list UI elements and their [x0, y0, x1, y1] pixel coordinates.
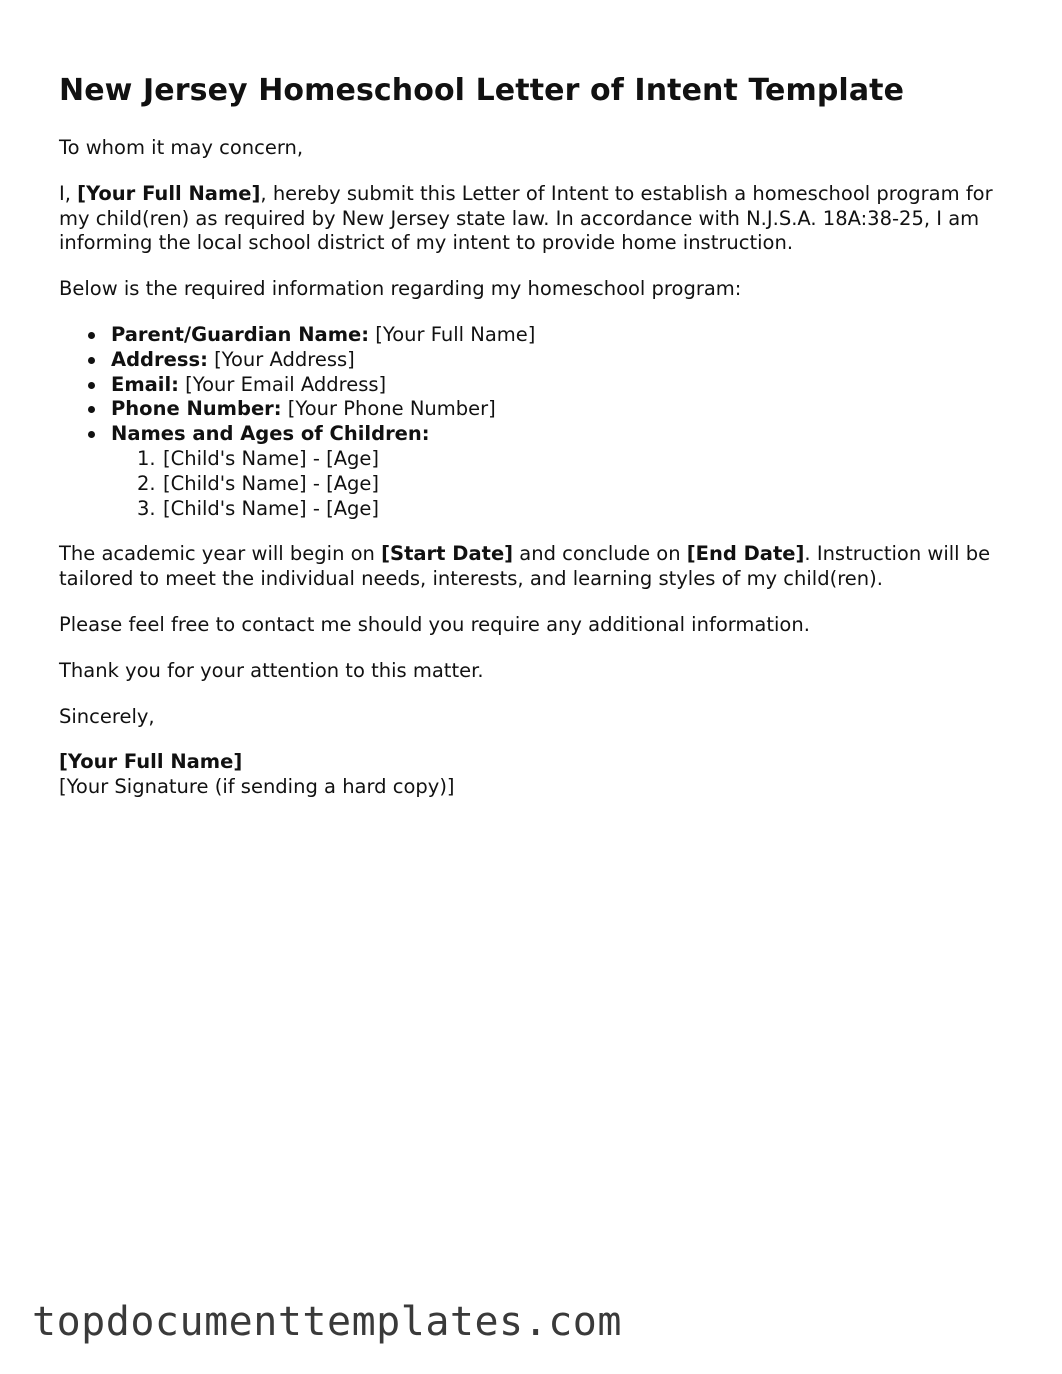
- signature-block: [59, 750, 1009, 800]
- info-value-phone: [Your Phone Number]: [281, 397, 496, 421]
- child-number: 2.: [137, 471, 156, 495]
- list-item: [111, 422, 1009, 521]
- children-list: [111, 447, 1009, 521]
- info-label-email: Email:: [111, 372, 179, 396]
- intro-text: , hereby submit this Letter of Intent to establish a homeschool program for my child(ren) as required by New Jersey state law. In accordance with N.J.S.A. 18A:38-25, I am informing the local school district of my intent to provide home instruction.: [59, 181, 993, 255]
- child-item: [137, 471, 1009, 497]
- info-value-email: [Your Email Address]: [178, 372, 387, 396]
- list-item: [111, 397, 1009, 422]
- intro-name-placeholder: [Your Full Name]: [77, 181, 261, 205]
- contact-paragraph: Please feel free to contact me should you require any additional information.: [59, 612, 810, 636]
- watermark: topdocumenttemplates.com: [32, 1299, 622, 1345]
- list-item: [111, 323, 1009, 348]
- list-item: [111, 348, 1009, 373]
- child-text: [Child's Name] - [Age]: [163, 471, 380, 495]
- info-label-address: Address:: [111, 347, 208, 371]
- signature-line: [Your Signature (if sending a hard copy)]: [59, 775, 455, 799]
- page-title: New Jersey Homeschool Letter of Intent Template: [59, 73, 905, 108]
- start-date-placeholder: [Start Date]: [381, 542, 514, 566]
- end-date-placeholder: [End Date]: [686, 542, 805, 566]
- info-value-parent: [Your Full Name]: [369, 322, 536, 346]
- child-text: [Child's Name] - [Age]: [163, 446, 380, 470]
- academic-text-3: . Instruction will be tailored to meet the individual needs, interests, and learning styles of my child(ren).: [59, 542, 991, 591]
- info-label-phone: Phone Number:: [111, 397, 282, 421]
- child-item: [137, 496, 1009, 522]
- child-text: [Child's Name] - [Age]: [163, 496, 380, 520]
- salutation: To whom it may concern,: [59, 136, 304, 159]
- letter-page: [59, 72, 1009, 800]
- academic-text-1: The academic year will begin on: [59, 542, 382, 566]
- child-number: 1.: [137, 446, 156, 470]
- child-number: 3.: [137, 496, 156, 520]
- intro-paragraph: [59, 182, 1009, 256]
- info-list: [59, 323, 1009, 521]
- intro-prefix: I,: [59, 181, 78, 205]
- closing: Sincerely,: [59, 704, 155, 728]
- signer-name: [Your Full Name]: [59, 750, 243, 774]
- child-item: [137, 446, 1009, 472]
- info-value-address: [Your Address]: [207, 347, 355, 371]
- thanks-paragraph: Thank you for your attention to this matter.: [59, 658, 484, 682]
- list-item: [111, 373, 1009, 398]
- academic-text-2: and conclude on: [513, 542, 687, 566]
- academic-paragraph: [59, 542, 1009, 592]
- list-intro: Below is the required information regarding my homeschool program:: [59, 277, 742, 301]
- info-label-children: Names and Ages of Children:: [111, 422, 430, 446]
- info-label-parent: Parent/Guardian Name:: [111, 322, 370, 346]
